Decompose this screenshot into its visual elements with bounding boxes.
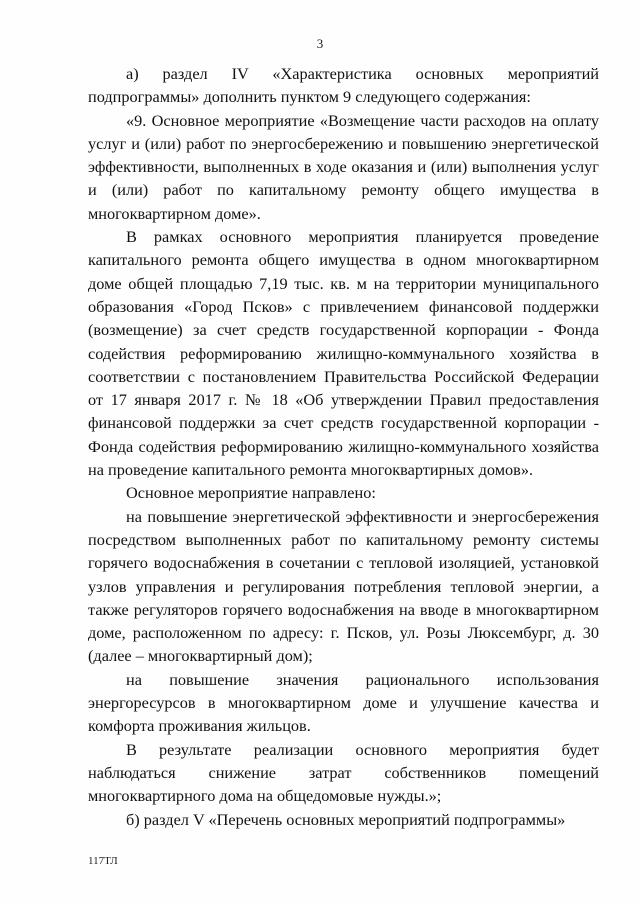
paragraph-rational-use: на повышение значения рационального использования энергоресурсов в многоквартирном доме и улучшение качества и комфорта проживания жильцов.	[88, 669, 599, 736]
document-code: 117ТЛ	[88, 855, 118, 867]
paragraph-amendment-b: б) раздел V «Перечень основных мероприятий подпрограммы»	[126, 809, 566, 829]
paragraph-item-9-title: «9. Основное мероприятие «Возмещение части расходов на оплату услуг и (или) работ по энергосбережению и повышению энергетической эффективности, выполненных в ходе оказания и (или) выполнения услуг и (или) работ по капитальному ремонту общего имущества в многоквартирном доме».	[88, 110, 599, 223]
paragraph-result: В результате реализации основного мероприятия будет наблюдаться снижение затрат собственников помещений многоквартирного дома на общедомовые нужды.»;	[88, 739, 599, 806]
paragraph-capital-repair: В рамках основного мероприятия планируется проведение капитального ремонта общего имущества в одном многоквартирном доме общей площадью 7,19 тыс. кв. м на территории муниципального образования «Город Псков» с привлечением финансовой поддержки (возмещение) за счет средств государственной корпорации - Фонда содействия реформированию жилищно-коммунального хозяйства в соответствии с постановлением Правительства Российской Федерации от 17 января 2017 г. № 18 «Об утверждении Правил предоставления финансовой поддержки за счет средств государственной корпорации - Фонда содействия реформированию жилищно-коммунального хозяйства на проведение капитального ремонта многоквартирных домов».	[88, 227, 599, 480]
page-number: 3	[316, 36, 324, 51]
document-body	[88, 62, 599, 831]
paragraph-energy-efficiency: на повышение энергетической эффективности и энергосбережения посредством выполненных работ по капитальному ремонту системы горячего водоснабжения в сочетании с тепловой изоляцией, установкой узлов управления и регулирования потребления тепловой энергии, а также регуляторов горячего водоснабжения на вводе в многоквартирном доме, расположенном по адресу: г. Псков, ул. Розы Люксембург, д. 30 (далее – многоквартирный дом);	[88, 506, 599, 666]
paragraph-directed-to: Основное мероприятие направлено:	[126, 483, 376, 503]
paragraph-amendment-a: а) раздел IV «Характеристика основных мероприятий подпрограммы» дополнить пунктом 9 следующего содержания:	[88, 64, 599, 107]
